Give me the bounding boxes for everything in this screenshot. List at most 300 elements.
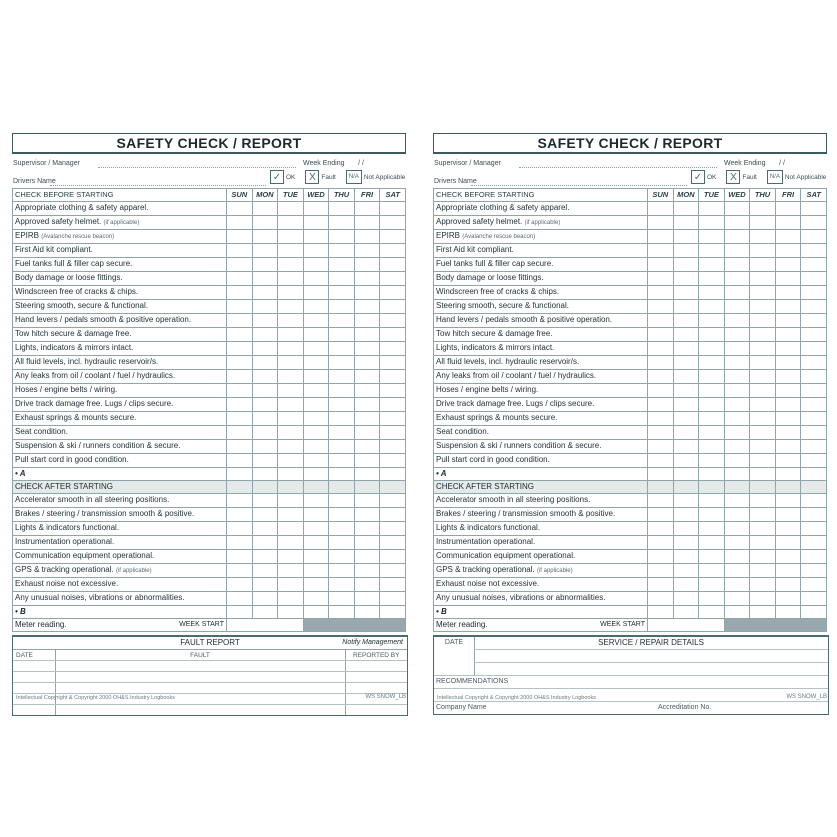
day-checkbox-cell[interactable] [278,398,304,412]
day-checkbox-cell[interactable] [329,398,355,412]
day-checkbox-cell[interactable] [801,536,827,550]
day-checkbox-cell[interactable] [801,314,827,328]
day-checkbox-cell[interactable] [750,426,776,440]
day-checkbox-cell[interactable] [801,564,827,578]
day-checkbox-cell[interactable] [673,272,699,286]
day-checkbox-cell[interactable] [699,384,725,398]
day-checkbox-cell[interactable] [775,592,801,606]
day-checkbox-cell[interactable] [278,286,304,300]
day-checkbox-cell[interactable] [354,468,380,481]
day-checkbox-cell[interactable] [380,522,406,536]
day-checkbox-cell[interactable] [699,342,725,356]
day-checkbox-cell[interactable] [775,314,801,328]
day-checkbox-cell[interactable] [724,202,750,216]
day-checkbox-cell[interactable] [303,454,329,468]
day-checkbox-cell[interactable] [303,356,329,370]
day-checkbox-cell[interactable] [648,342,674,356]
day-checkbox-cell[interactable] [648,606,674,619]
day-checkbox-cell[interactable] [252,328,278,342]
day-checkbox-cell[interactable] [673,468,699,481]
day-checkbox-cell[interactable] [303,384,329,398]
day-checkbox-cell[interactable] [354,536,380,550]
day-checkbox-cell[interactable] [227,564,253,578]
day-checkbox-cell[interactable] [380,258,406,272]
day-checkbox-cell[interactable] [252,272,278,286]
day-checkbox-cell[interactable] [648,494,674,508]
day-checkbox-cell[interactable] [278,536,304,550]
day-checkbox-cell[interactable] [648,370,674,384]
day-checkbox-cell[interactable] [303,216,329,230]
day-checkbox-cell[interactable] [724,564,750,578]
day-checkbox-cell[interactable] [648,550,674,564]
day-checkbox-cell[interactable] [750,454,776,468]
day-checkbox-cell[interactable] [673,536,699,550]
day-checkbox-cell[interactable] [354,342,380,356]
day-checkbox-cell[interactable] [801,398,827,412]
day-checkbox-cell[interactable] [278,412,304,426]
day-checkbox-cell[interactable] [724,606,750,619]
day-checkbox-cell[interactable] [724,314,750,328]
day-checkbox-cell[interactable] [673,384,699,398]
day-checkbox-cell[interactable] [750,468,776,481]
day-checkbox-cell[interactable] [775,564,801,578]
day-checkbox-cell[interactable] [354,328,380,342]
day-checkbox-cell[interactable] [724,578,750,592]
day-checkbox-cell[interactable] [380,412,406,426]
day-checkbox-cell[interactable] [329,202,355,216]
day-checkbox-cell[interactable] [699,494,725,508]
day-checkbox-cell[interactable] [648,272,674,286]
day-checkbox-cell[interactable] [354,440,380,454]
day-checkbox-cell[interactable] [648,440,674,454]
day-checkbox-cell[interactable] [724,426,750,440]
day-checkbox-cell[interactable] [227,468,253,481]
day-checkbox-cell[interactable] [329,286,355,300]
day-checkbox-cell[interactable] [673,398,699,412]
day-checkbox-cell[interactable] [227,202,253,216]
day-checkbox-cell[interactable] [354,398,380,412]
day-checkbox-cell[interactable] [329,258,355,272]
day-checkbox-cell[interactable] [673,412,699,426]
day-checkbox-cell[interactable] [303,272,329,286]
day-checkbox-cell[interactable] [801,468,827,481]
day-checkbox-cell[interactable] [673,216,699,230]
day-checkbox-cell[interactable] [724,230,750,244]
day-checkbox-cell[interactable] [801,216,827,230]
day-checkbox-cell[interactable] [648,578,674,592]
day-checkbox-cell[interactable] [750,342,776,356]
day-checkbox-cell[interactable] [278,578,304,592]
day-checkbox-cell[interactable] [303,328,329,342]
day-checkbox-cell[interactable] [380,230,406,244]
day-checkbox-cell[interactable] [673,508,699,522]
day-checkbox-cell[interactable] [329,564,355,578]
day-checkbox-cell[interactable] [648,536,674,550]
day-checkbox-cell[interactable] [801,300,827,314]
day-checkbox-cell[interactable] [278,550,304,564]
day-checkbox-cell[interactable] [699,412,725,426]
day-checkbox-cell[interactable] [699,564,725,578]
day-checkbox-cell[interactable] [252,564,278,578]
day-checkbox-cell[interactable] [699,328,725,342]
day-checkbox-cell[interactable] [380,592,406,606]
day-checkbox-cell[interactable] [354,272,380,286]
day-checkbox-cell[interactable] [750,536,776,550]
day-checkbox-cell[interactable] [354,244,380,258]
day-checkbox-cell[interactable] [648,384,674,398]
day-checkbox-cell[interactable] [673,454,699,468]
supervisor-field[interactable] [98,167,296,168]
day-checkbox-cell[interactable] [750,286,776,300]
day-checkbox-cell[interactable] [278,356,304,370]
day-checkbox-cell[interactable] [648,286,674,300]
day-checkbox-cell[interactable] [252,426,278,440]
day-checkbox-cell[interactable] [673,522,699,536]
day-checkbox-cell[interactable] [252,522,278,536]
day-checkbox-cell[interactable] [648,300,674,314]
day-checkbox-cell[interactable] [252,412,278,426]
day-checkbox-cell[interactable] [329,328,355,342]
day-checkbox-cell[interactable] [775,300,801,314]
day-checkbox-cell[interactable] [724,216,750,230]
service-line[interactable] [474,649,828,650]
day-checkbox-cell[interactable] [801,356,827,370]
day-checkbox-cell[interactable] [724,272,750,286]
drivers-name-field[interactable] [471,185,687,186]
day-checkbox-cell[interactable] [354,314,380,328]
day-checkbox-cell[interactable] [252,578,278,592]
day-checkbox-cell[interactable] [775,230,801,244]
day-checkbox-cell[interactable] [724,468,750,481]
day-checkbox-cell[interactable] [699,592,725,606]
day-checkbox-cell[interactable] [380,454,406,468]
day-checkbox-cell[interactable] [252,494,278,508]
day-checkbox-cell[interactable] [648,328,674,342]
day-checkbox-cell[interactable] [278,440,304,454]
day-checkbox-cell[interactable] [380,300,406,314]
day-checkbox-cell[interactable] [775,398,801,412]
day-checkbox-cell[interactable] [303,592,329,606]
day-checkbox-cell[interactable] [252,258,278,272]
day-checkbox-cell[interactable] [303,230,329,244]
day-checkbox-cell[interactable] [329,606,355,619]
day-checkbox-cell[interactable] [380,550,406,564]
day-checkbox-cell[interactable] [380,494,406,508]
day-checkbox-cell[interactable] [775,606,801,619]
day-checkbox-cell[interactable] [699,398,725,412]
day-checkbox-cell[interactable] [303,398,329,412]
day-checkbox-cell[interactable] [303,508,329,522]
day-checkbox-cell[interactable] [227,356,253,370]
day-checkbox-cell[interactable] [673,564,699,578]
day-checkbox-cell[interactable] [278,342,304,356]
day-checkbox-cell[interactable] [750,328,776,342]
day-checkbox-cell[interactable] [278,606,304,619]
fault-row[interactable] [13,672,407,683]
day-checkbox-cell[interactable] [648,398,674,412]
day-checkbox-cell[interactable] [252,300,278,314]
day-checkbox-cell[interactable] [303,564,329,578]
day-checkbox-cell[interactable] [354,592,380,606]
day-checkbox-cell[interactable] [699,426,725,440]
day-checkbox-cell[interactable] [750,384,776,398]
day-checkbox-cell[interactable] [354,300,380,314]
day-checkbox-cell[interactable] [329,244,355,258]
day-checkbox-cell[interactable] [252,454,278,468]
day-checkbox-cell[interactable] [750,578,776,592]
meter-reading-field[interactable] [227,619,304,632]
day-checkbox-cell[interactable] [750,508,776,522]
day-checkbox-cell[interactable] [380,328,406,342]
day-checkbox-cell[interactable] [278,522,304,536]
day-checkbox-cell[interactable] [303,578,329,592]
day-checkbox-cell[interactable] [227,412,253,426]
day-checkbox-cell[interactable] [354,550,380,564]
day-checkbox-cell[interactable] [329,578,355,592]
day-checkbox-cell[interactable] [303,550,329,564]
day-checkbox-cell[interactable] [329,454,355,468]
day-checkbox-cell[interactable] [380,314,406,328]
day-checkbox-cell[interactable] [775,412,801,426]
day-checkbox-cell[interactable] [354,412,380,426]
fault-row[interactable] [13,683,407,694]
day-checkbox-cell[interactable] [750,440,776,454]
day-checkbox-cell[interactable] [227,522,253,536]
day-checkbox-cell[interactable] [750,356,776,370]
day-checkbox-cell[interactable] [750,412,776,426]
day-checkbox-cell[interactable] [699,314,725,328]
day-checkbox-cell[interactable] [329,440,355,454]
day-checkbox-cell[interactable] [750,202,776,216]
day-checkbox-cell[interactable] [673,578,699,592]
day-checkbox-cell[interactable] [354,578,380,592]
day-checkbox-cell[interactable] [329,468,355,481]
day-checkbox-cell[interactable] [801,550,827,564]
day-checkbox-cell[interactable] [227,454,253,468]
day-checkbox-cell[interactable] [303,522,329,536]
day-checkbox-cell[interactable] [648,508,674,522]
drivers-name-field[interactable] [50,185,266,186]
day-checkbox-cell[interactable] [329,216,355,230]
day-checkbox-cell[interactable] [775,384,801,398]
day-checkbox-cell[interactable] [699,468,725,481]
day-checkbox-cell[interactable] [699,508,725,522]
day-checkbox-cell[interactable] [724,592,750,606]
day-checkbox-cell[interactable] [278,426,304,440]
day-checkbox-cell[interactable] [252,606,278,619]
day-checkbox-cell[interactable] [724,384,750,398]
day-checkbox-cell[interactable] [648,412,674,426]
day-checkbox-cell[interactable] [699,440,725,454]
day-checkbox-cell[interactable] [303,300,329,314]
day-checkbox-cell[interactable] [227,328,253,342]
day-checkbox-cell[interactable] [227,592,253,606]
day-checkbox-cell[interactable] [673,286,699,300]
day-checkbox-cell[interactable] [673,244,699,258]
day-checkbox-cell[interactable] [801,370,827,384]
day-checkbox-cell[interactable] [648,426,674,440]
day-checkbox-cell[interactable] [673,356,699,370]
day-checkbox-cell[interactable] [724,356,750,370]
day-checkbox-cell[interactable] [648,216,674,230]
company-row[interactable] [434,702,828,714]
day-checkbox-cell[interactable] [699,230,725,244]
day-checkbox-cell[interactable] [354,426,380,440]
day-checkbox-cell[interactable] [252,370,278,384]
day-checkbox-cell[interactable] [775,426,801,440]
day-checkbox-cell[interactable] [673,606,699,619]
day-checkbox-cell[interactable] [329,300,355,314]
day-checkbox-cell[interactable] [775,258,801,272]
day-checkbox-cell[interactable] [354,258,380,272]
day-checkbox-cell[interactable] [227,398,253,412]
day-checkbox-cell[interactable] [775,550,801,564]
day-checkbox-cell[interactable] [673,494,699,508]
day-checkbox-cell[interactable] [775,356,801,370]
day-checkbox-cell[interactable] [380,564,406,578]
day-checkbox-cell[interactable] [801,578,827,592]
day-checkbox-cell[interactable] [750,216,776,230]
day-checkbox-cell[interactable] [775,578,801,592]
day-checkbox-cell[interactable] [801,494,827,508]
day-checkbox-cell[interactable] [775,454,801,468]
day-checkbox-cell[interactable] [380,468,406,481]
day-checkbox-cell[interactable] [303,314,329,328]
day-checkbox-cell[interactable] [750,550,776,564]
day-checkbox-cell[interactable] [648,468,674,481]
day-checkbox-cell[interactable] [724,342,750,356]
day-checkbox-cell[interactable] [380,536,406,550]
day-checkbox-cell[interactable] [750,370,776,384]
day-checkbox-cell[interactable] [724,494,750,508]
day-checkbox-cell[interactable] [724,440,750,454]
day-checkbox-cell[interactable] [278,384,304,398]
day-checkbox-cell[interactable] [278,216,304,230]
day-checkbox-cell[interactable] [303,494,329,508]
day-checkbox-cell[interactable] [227,508,253,522]
day-checkbox-cell[interactable] [354,370,380,384]
day-checkbox-cell[interactable] [252,592,278,606]
day-checkbox-cell[interactable] [724,550,750,564]
day-checkbox-cell[interactable] [699,370,725,384]
day-checkbox-cell[interactable] [354,202,380,216]
day-checkbox-cell[interactable] [303,468,329,481]
day-checkbox-cell[interactable] [278,300,304,314]
day-checkbox-cell[interactable] [329,592,355,606]
day-checkbox-cell[interactable] [380,202,406,216]
day-checkbox-cell[interactable] [354,286,380,300]
day-checkbox-cell[interactable] [724,286,750,300]
day-checkbox-cell[interactable] [227,494,253,508]
day-checkbox-cell[interactable] [227,286,253,300]
day-checkbox-cell[interactable] [354,216,380,230]
day-checkbox-cell[interactable] [673,426,699,440]
day-checkbox-cell[interactable] [380,342,406,356]
meter-reading-field[interactable] [648,619,725,632]
day-checkbox-cell[interactable] [278,468,304,481]
day-checkbox-cell[interactable] [227,342,253,356]
fault-row[interactable] [13,661,407,672]
supervisor-field[interactable] [519,167,717,168]
day-checkbox-cell[interactable] [227,230,253,244]
day-checkbox-cell[interactable] [303,342,329,356]
day-checkbox-cell[interactable] [648,454,674,468]
day-checkbox-cell[interactable] [775,508,801,522]
day-checkbox-cell[interactable] [278,454,304,468]
day-checkbox-cell[interactable] [278,370,304,384]
day-checkbox-cell[interactable] [329,522,355,536]
day-checkbox-cell[interactable] [252,216,278,230]
day-checkbox-cell[interactable] [252,468,278,481]
day-checkbox-cell[interactable] [329,426,355,440]
day-checkbox-cell[interactable] [699,454,725,468]
day-checkbox-cell[interactable] [673,328,699,342]
day-checkbox-cell[interactable] [329,412,355,426]
day-checkbox-cell[interactable] [801,328,827,342]
day-checkbox-cell[interactable] [354,564,380,578]
day-checkbox-cell[interactable] [699,606,725,619]
day-checkbox-cell[interactable] [750,300,776,314]
day-checkbox-cell[interactable] [750,398,776,412]
day-checkbox-cell[interactable] [227,578,253,592]
day-checkbox-cell[interactable] [673,314,699,328]
day-checkbox-cell[interactable] [648,258,674,272]
day-checkbox-cell[interactable] [252,314,278,328]
day-checkbox-cell[interactable] [801,286,827,300]
day-checkbox-cell[interactable] [801,244,827,258]
day-checkbox-cell[interactable] [329,550,355,564]
day-checkbox-cell[interactable] [750,230,776,244]
day-checkbox-cell[interactable] [648,314,674,328]
day-checkbox-cell[interactable] [252,384,278,398]
day-checkbox-cell[interactable] [724,522,750,536]
week-ending-field[interactable] [303,160,364,167]
day-checkbox-cell[interactable] [750,272,776,286]
day-checkbox-cell[interactable] [724,398,750,412]
day-checkbox-cell[interactable] [801,342,827,356]
day-checkbox-cell[interactable] [227,606,253,619]
day-checkbox-cell[interactable] [252,356,278,370]
day-checkbox-cell[interactable] [775,370,801,384]
day-checkbox-cell[interactable] [303,426,329,440]
day-checkbox-cell[interactable] [648,564,674,578]
day-checkbox-cell[interactable] [278,202,304,216]
day-checkbox-cell[interactable] [775,522,801,536]
day-checkbox-cell[interactable] [227,300,253,314]
day-checkbox-cell[interactable] [699,216,725,230]
day-checkbox-cell[interactable] [750,258,776,272]
day-checkbox-cell[interactable] [303,244,329,258]
day-checkbox-cell[interactable] [278,314,304,328]
day-checkbox-cell[interactable] [252,230,278,244]
day-checkbox-cell[interactable] [380,508,406,522]
day-checkbox-cell[interactable] [252,244,278,258]
day-checkbox-cell[interactable] [775,216,801,230]
day-checkbox-cell[interactable] [354,384,380,398]
day-checkbox-cell[interactable] [673,202,699,216]
day-checkbox-cell[interactable] [673,370,699,384]
day-checkbox-cell[interactable] [252,398,278,412]
day-checkbox-cell[interactable] [252,536,278,550]
day-checkbox-cell[interactable] [801,522,827,536]
day-checkbox-cell[interactable] [227,314,253,328]
day-checkbox-cell[interactable] [227,536,253,550]
day-checkbox-cell[interactable] [252,342,278,356]
day-checkbox-cell[interactable] [303,412,329,426]
day-checkbox-cell[interactable] [750,564,776,578]
fault-row[interactable] [13,705,407,716]
day-checkbox-cell[interactable] [354,356,380,370]
